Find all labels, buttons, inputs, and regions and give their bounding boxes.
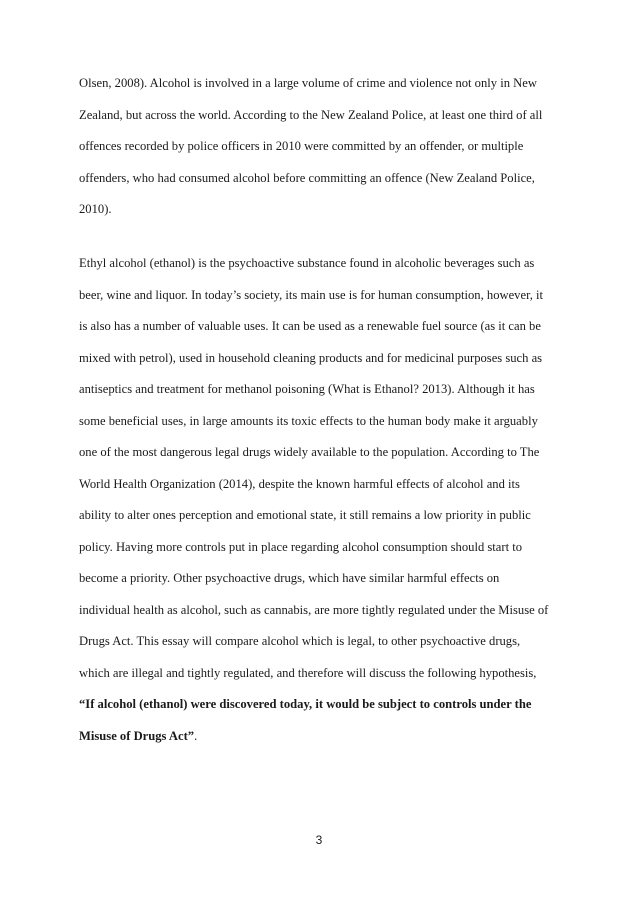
text-line: mixed with petrol), used in household cleaning products and for medicinal purposes such as: [79, 350, 543, 365]
text-line: antiseptics and treatment for methanol poisoning (What is Ethanol? 2013). Although it has: [79, 382, 535, 396]
text-line: World Health Organization (2014), despite the known harmful effects of alcohol and its: [79, 476, 520, 491]
hypothesis-statement: “If alcohol (ethanol) were discovered today, it would be subject to controls under the: [79, 697, 532, 711]
text-line: Ethyl alcohol (ethanol) is the psychoactive substance found in alcoholic beverages such as: [79, 256, 535, 270]
text-line: Olsen, 2008). Alcohol is involved in a large volume of crime and violence not only in New: [79, 76, 537, 90]
text-line: beer, wine and liquor. In today’s society, its main use is for human consumption, however, it: [79, 287, 544, 302]
text-line: ability to alter ones perception and emotional state, it still remains a low priority in public: [79, 508, 531, 522]
text-line: offences recorded by police officers in 2010 were committed by an offender, or multiple: [79, 139, 524, 153]
text-line: Zealand, but across the world. According to the New Zealand Police, at least one third of all: [79, 107, 543, 122]
text-line: which are illegal and tightly regulated, and therefore will discuss the following hypothesis,: [79, 665, 537, 680]
page-number: 3: [315, 833, 323, 847]
paragraph-ethanol-overview: [79, 248, 559, 752]
text-line: become a priority. Other psychoactive drugs, which have similar harmful effects on: [79, 571, 500, 585]
text-line: individual health as alcohol, such as cannabis, are more tightly regulated under the Misuse of: [79, 602, 549, 617]
hypothesis-act-name: Misuse of Drugs Act”: [79, 728, 195, 743]
text-line: offenders, who had consumed alcohol before committing an offence (New Zealand Police,: [79, 170, 535, 185]
text-line: Drugs Act. This essay will compare alcohol which is legal, to other psychoactive drugs,: [79, 634, 521, 648]
text-line: is also has a number of valuable uses. It can be used as a renewable fuel source (as it can be: [79, 319, 541, 333]
text-line: 2010).: [79, 202, 112, 216]
hypothesis-statement-end: [79, 721, 559, 753]
paragraph-crime-statistics: [79, 68, 559, 226]
text-line: one of the most dangerous legal drugs widely available to the population. According to The: [79, 445, 540, 459]
text-line: policy. Having more controls put in place regarding alcohol consumption should start to: [79, 539, 523, 554]
text-line: some beneficial uses, in large amounts its toxic effects to the human body make it arguably: [79, 413, 538, 428]
hypothesis-period: .: [194, 728, 198, 743]
